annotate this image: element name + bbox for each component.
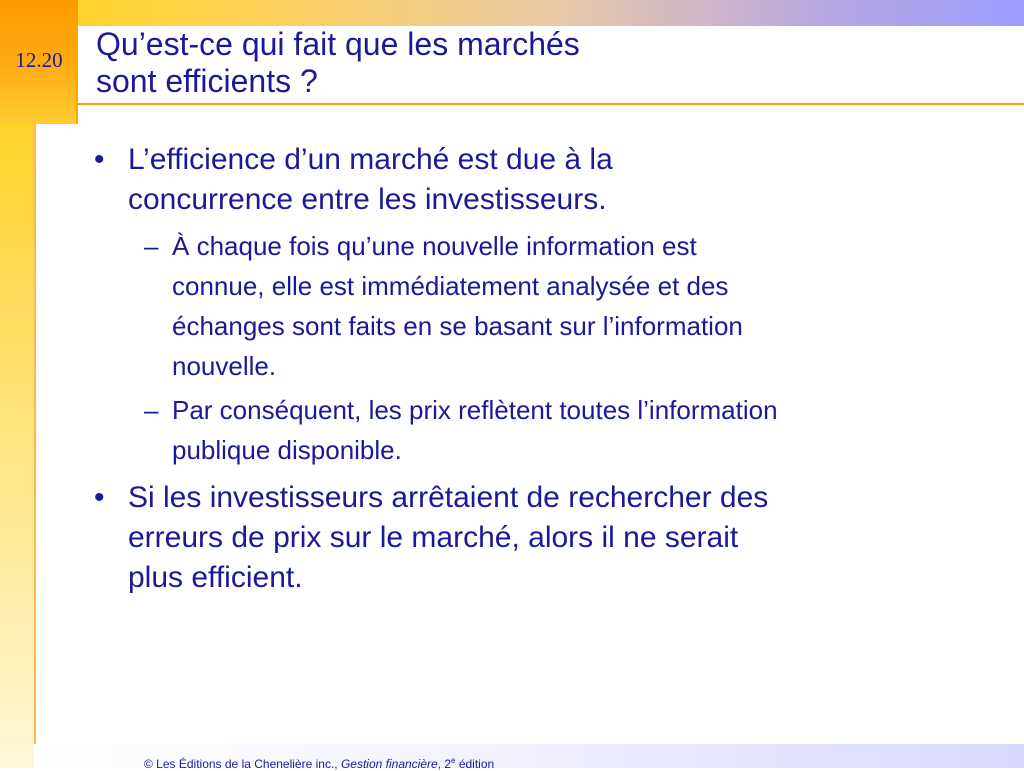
bullet-text-line: Si les investisseurs arrêtaient de rechercher des <box>128 481 769 514</box>
page-title-line-1: Qu’est-ce qui fait que les marchés <box>96 26 580 62</box>
sub-bullet-text-line: nouvelle. <box>172 351 277 381</box>
content-left-rule <box>34 124 36 744</box>
footer-edition-number: , 2 <box>437 757 452 771</box>
bullet-text-line: concurrence entre les investisseurs. <box>128 183 607 216</box>
bullet-item <box>90 478 1000 598</box>
sub-bullet-text-line: connue, elle est immédiatement analysée et des <box>172 271 729 301</box>
slide-content <box>90 140 1000 604</box>
sub-bullet-text-line: publique disponible. <box>172 435 402 465</box>
title-left-rule <box>76 26 78 124</box>
bullet-mark: • <box>94 481 105 514</box>
bullet-text-line: L’efficience d’un marché est due à la <box>128 143 613 176</box>
sub-bullet-text-line: Par conséquent, les prix reflètent toutes l’information <box>172 395 778 425</box>
top-decorative-band <box>0 0 1024 26</box>
page-title <box>96 26 996 100</box>
slide-number: 12.20 <box>15 48 63 72</box>
footer-copyright <box>144 754 494 771</box>
sub-bullet-text-line: À chaque fois qu’une nouvelle information est <box>172 231 697 261</box>
title-underline <box>78 103 1024 105</box>
sub-bullet-mark: – <box>144 395 159 425</box>
bullet-item <box>90 140 1000 220</box>
bullet-text-line: plus efficient. <box>128 561 303 594</box>
sub-bullet-item <box>90 390 1000 470</box>
page-title-line-2: sont efficients ? <box>96 63 318 99</box>
footer-book-title: Gestion financière <box>340 757 438 771</box>
bullet-mark: • <box>94 143 105 176</box>
bullet-text-line: erreurs de prix sur le marché, alors il ne serait <box>128 521 739 554</box>
footer-edition-superscript: e <box>451 756 456 765</box>
sub-bullet-text-line: échanges sont faits en se basant sur l’information <box>172 311 743 341</box>
footer-edition-word: édition <box>455 757 495 771</box>
footer-publisher: © Les Éditions de la Chenelière inc., <box>144 757 341 771</box>
sub-bullet-mark: – <box>144 231 159 261</box>
sub-bullet-item <box>90 226 1000 386</box>
